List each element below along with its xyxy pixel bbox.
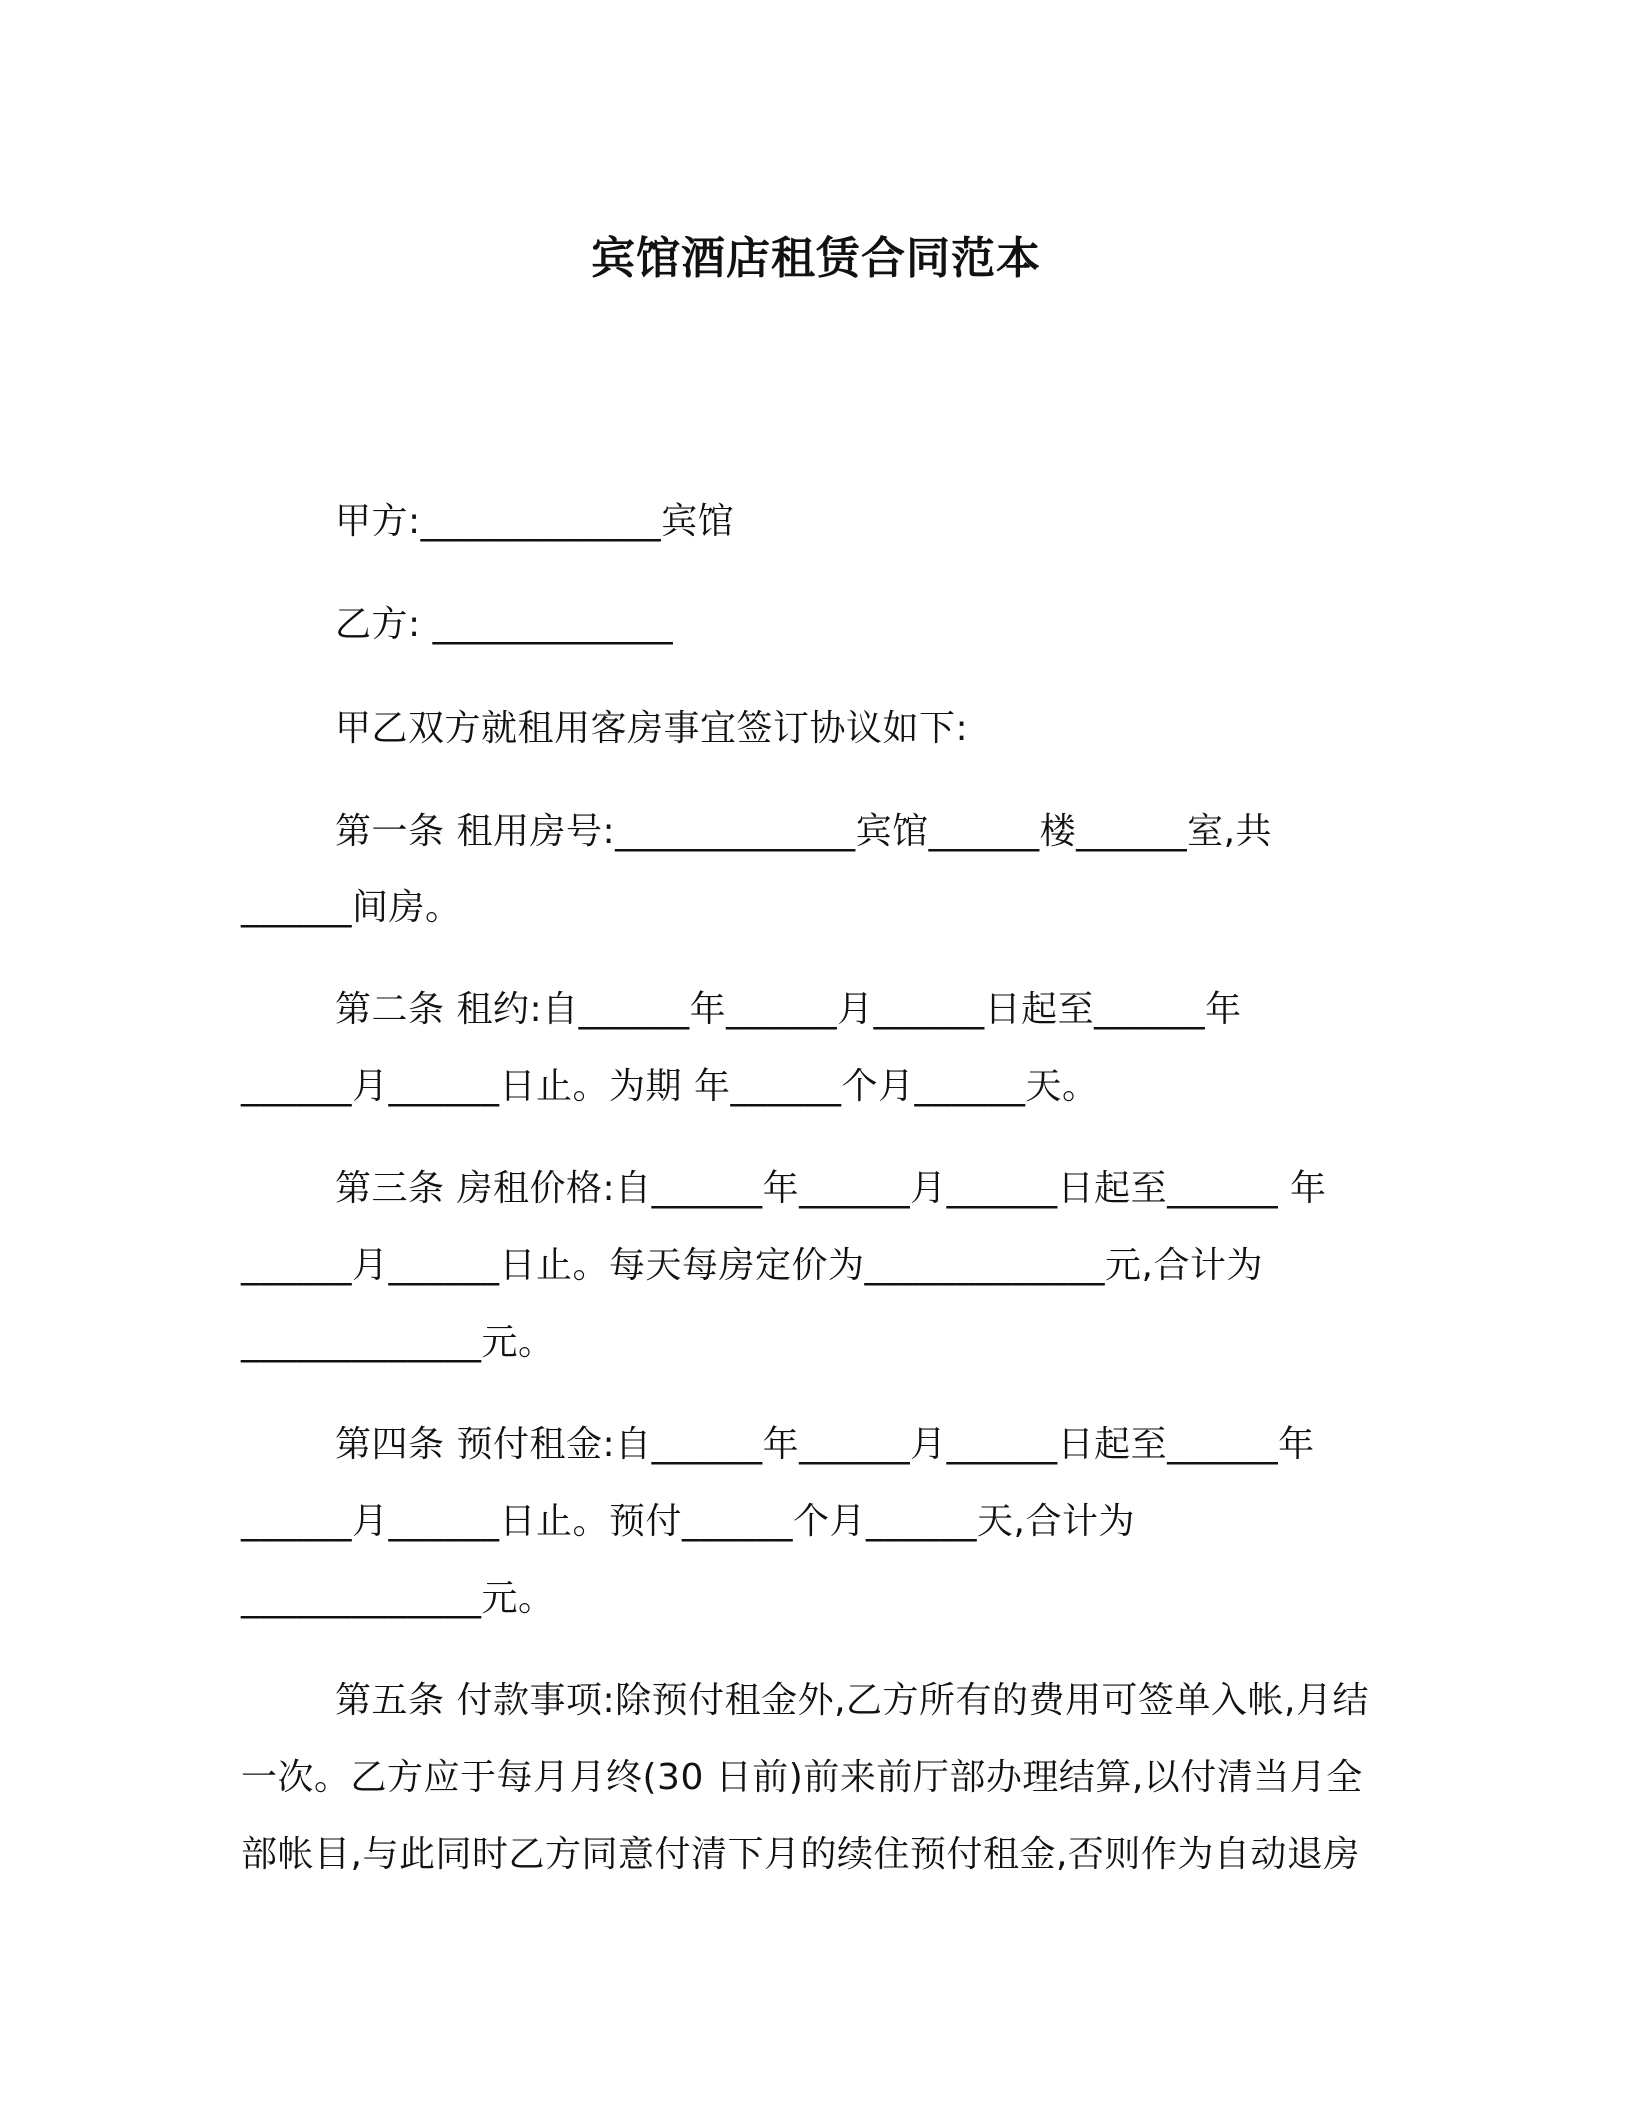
article-4-line-3: _____________元。	[241, 1578, 555, 1619]
article-2-line-2: ______月______日止。为期 年______个月______天。	[241, 1066, 1099, 1107]
article-4-line-2: ______月______日止。预付______个月______天,合计为	[241, 1501, 1135, 1542]
article-3-line-1: 第三条 房租价格:自______年______月______日起至______ 年	[335, 1168, 1327, 1209]
article-5-line-2: 一次。乙方应于每月月终(30 日前)前来前厅部办理结算,以付清当月全	[241, 1757, 1363, 1798]
article-2-line-1: 第二条 租约:自______年______月______日起至______年	[335, 989, 1242, 1030]
article-3-line-3: _____________元。	[241, 1322, 555, 1363]
article-5-line-1: 第五条 付款事项:除预付租金外,乙方所有的费用可签单入帐,月结	[335, 1680, 1369, 1721]
article-3-line-2: ______月______日止。每天每房定价为_____________元,合计为	[241, 1245, 1263, 1286]
article-1-line-1: 第一条 租用房号:_____________宾馆______楼______室,共	[335, 811, 1273, 852]
party-a-line: 甲方:_____________宾馆	[335, 501, 735, 542]
party-b-line: 乙方: _____________	[335, 604, 674, 645]
document-title: 宾馆酒店租赁合同范本	[591, 233, 1041, 284]
article-4-line-1: 第四条 预付租金:自______年______月______日起至______年	[335, 1424, 1315, 1465]
article-1-line-2: ______间房。	[241, 887, 462, 928]
article-5-line-3: 部帐目,与此同时乙方同意付清下月的续住预付租金,否则作为自动退房	[241, 1834, 1360, 1875]
intro-paragraph: 甲乙双方就租用客房事宜签订协议如下:	[335, 708, 969, 749]
